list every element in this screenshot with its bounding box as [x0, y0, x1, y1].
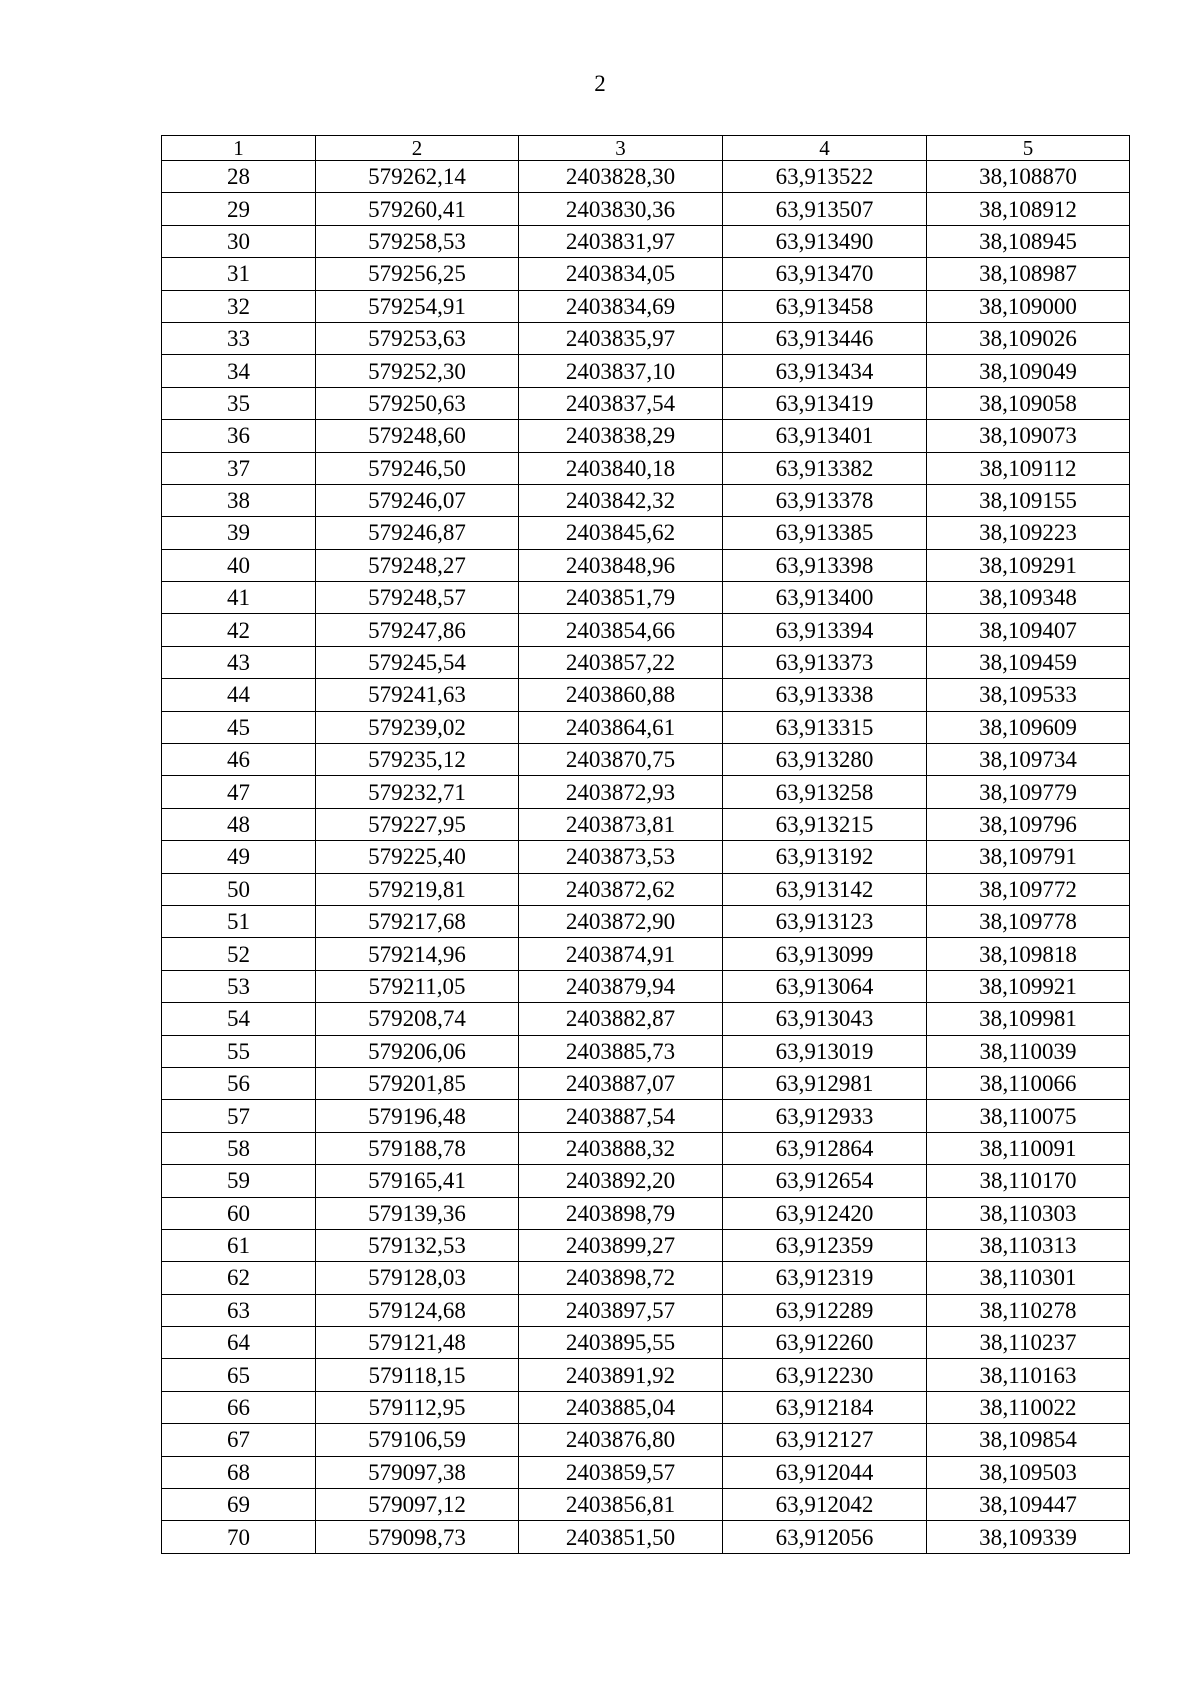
table-row	[162, 679, 1130, 711]
table-row	[162, 776, 1130, 808]
table-cell: 2403870,75	[519, 744, 723, 776]
table-cell: 56	[162, 1067, 316, 1099]
table-cell: 2403892,20	[519, 1165, 723, 1197]
table-row	[162, 1489, 1130, 1521]
table-cell: 2403857,22	[519, 646, 723, 678]
table-cell: 2403864,61	[519, 711, 723, 743]
table-cell: 64	[162, 1327, 316, 1359]
table-row	[162, 1294, 1130, 1326]
table-cell: 46	[162, 744, 316, 776]
table-cell: 38,109818	[927, 938, 1130, 970]
table-cell: 58	[162, 1132, 316, 1164]
table-cell: 63,912042	[723, 1489, 927, 1521]
table-cell: 43	[162, 646, 316, 678]
table-cell: 38,110301	[927, 1262, 1130, 1294]
table-header	[162, 136, 1130, 161]
table-cell: 51	[162, 905, 316, 937]
table-row	[162, 258, 1130, 290]
table-cell: 2403872,62	[519, 873, 723, 905]
table-cell: 63,912654	[723, 1165, 927, 1197]
table-cell: 55	[162, 1035, 316, 1067]
table-cell: 63,913123	[723, 905, 927, 937]
table-cell: 63,913378	[723, 484, 927, 516]
table-cell: 38,109609	[927, 711, 1130, 743]
table-cell: 54	[162, 1003, 316, 1035]
table-cell: 2403874,91	[519, 938, 723, 970]
table-cell: 38,109155	[927, 484, 1130, 516]
table-row	[162, 387, 1130, 419]
table-cell: 63,913385	[723, 517, 927, 549]
table-cell: 63,912289	[723, 1294, 927, 1326]
table-cell: 53	[162, 970, 316, 1002]
table-cell: 2403873,53	[519, 841, 723, 873]
table-row	[162, 1327, 1130, 1359]
table-cell: 579258,53	[316, 225, 519, 257]
table-row	[162, 938, 1130, 970]
table-cell: 63	[162, 1294, 316, 1326]
table-cell: 63,913280	[723, 744, 927, 776]
table-cell: 63,912933	[723, 1100, 927, 1132]
table-cell: 579248,57	[316, 582, 519, 614]
table-cell: 2403872,93	[519, 776, 723, 808]
table-cell: 38,109339	[927, 1521, 1130, 1553]
table-cell: 2403873,81	[519, 808, 723, 840]
table-cell: 34	[162, 355, 316, 387]
table-cell: 63,913315	[723, 711, 927, 743]
table-cell: 2403887,54	[519, 1100, 723, 1132]
column-header: 1	[162, 136, 316, 161]
table-cell: 579112,95	[316, 1391, 519, 1423]
table-cell: 38,109772	[927, 873, 1130, 905]
table-cell: 38,109058	[927, 387, 1130, 419]
table-cell: 63,913394	[723, 614, 927, 646]
table-cell: 63,913401	[723, 420, 927, 452]
table-cell: 579118,15	[316, 1359, 519, 1391]
table-row	[162, 1456, 1130, 1488]
table-cell: 579225,40	[316, 841, 519, 873]
table-cell: 579132,53	[316, 1229, 519, 1261]
table-cell: 2403851,79	[519, 582, 723, 614]
table-row	[162, 1229, 1130, 1261]
table-row	[162, 225, 1130, 257]
table-row	[162, 1197, 1130, 1229]
table-cell: 579106,59	[316, 1424, 519, 1456]
coordinates-table	[161, 135, 1130, 1554]
table-cell: 2403851,50	[519, 1521, 723, 1553]
table-cell: 579246,87	[316, 517, 519, 549]
table-cell: 579247,86	[316, 614, 519, 646]
table-cell: 38,110237	[927, 1327, 1130, 1359]
table-cell: 63,913064	[723, 970, 927, 1002]
table-row	[162, 808, 1130, 840]
table-cell: 63,913019	[723, 1035, 927, 1067]
table-row	[162, 970, 1130, 1002]
table-cell: 63,912184	[723, 1391, 927, 1423]
table-cell: 2403895,55	[519, 1327, 723, 1359]
table-cell: 38,108870	[927, 161, 1130, 193]
table-row	[162, 1165, 1130, 1197]
table-cell: 38	[162, 484, 316, 516]
table-row	[162, 517, 1130, 549]
table-cell: 61	[162, 1229, 316, 1261]
table-cell: 59	[162, 1165, 316, 1197]
table-cell: 38,110075	[927, 1100, 1130, 1132]
table-cell: 38,110303	[927, 1197, 1130, 1229]
table-cell: 63,913373	[723, 646, 927, 678]
table-cell: 38,110066	[927, 1067, 1130, 1099]
table-cell: 2403891,92	[519, 1359, 723, 1391]
table-cell: 579196,48	[316, 1100, 519, 1132]
table-cell: 579217,68	[316, 905, 519, 937]
table-cell: 38,109503	[927, 1456, 1130, 1488]
table-cell: 38,109533	[927, 679, 1130, 711]
table-cell: 63,913446	[723, 322, 927, 354]
table-row	[162, 290, 1130, 322]
table-cell: 63,913507	[723, 193, 927, 225]
table-cell: 2403854,66	[519, 614, 723, 646]
table-cell: 579248,60	[316, 420, 519, 452]
table-cell: 65	[162, 1359, 316, 1391]
table-cell: 38,110313	[927, 1229, 1130, 1261]
table-cell: 579211,05	[316, 970, 519, 1002]
table-cell: 38,109073	[927, 420, 1130, 452]
table-cell: 579208,74	[316, 1003, 519, 1035]
table-cell: 32	[162, 290, 316, 322]
table-cell: 38,109407	[927, 614, 1130, 646]
table-cell: 45	[162, 711, 316, 743]
table-cell: 579227,95	[316, 808, 519, 840]
table-cell: 579219,81	[316, 873, 519, 905]
table-cell: 2403840,18	[519, 452, 723, 484]
table-row	[162, 1100, 1130, 1132]
table-cell: 67	[162, 1424, 316, 1456]
header-row	[162, 136, 1130, 161]
table-row	[162, 322, 1130, 354]
table-row	[162, 1262, 1130, 1294]
table-cell: 579206,06	[316, 1035, 519, 1067]
table-cell: 2403885,04	[519, 1391, 723, 1423]
table-cell: 52	[162, 938, 316, 970]
table-cell: 2403830,36	[519, 193, 723, 225]
table-cell: 38,108912	[927, 193, 1130, 225]
table-cell: 2403897,57	[519, 1294, 723, 1326]
table-cell: 579239,02	[316, 711, 519, 743]
table-row	[162, 711, 1130, 743]
table-cell: 2403860,88	[519, 679, 723, 711]
table-cell: 579097,38	[316, 1456, 519, 1488]
column-header: 5	[927, 136, 1130, 161]
table-cell: 38,109921	[927, 970, 1130, 1002]
table-cell: 579260,41	[316, 193, 519, 225]
table-cell: 38,108945	[927, 225, 1130, 257]
table-cell: 35	[162, 387, 316, 419]
table-cell: 63,912420	[723, 1197, 927, 1229]
table-cell: 2403837,54	[519, 387, 723, 419]
table-cell: 2403888,32	[519, 1132, 723, 1164]
page-number: 2	[594, 71, 606, 96]
table-row	[162, 1359, 1130, 1391]
table-cell: 63,913400	[723, 582, 927, 614]
table-row	[162, 1391, 1130, 1423]
table-cell: 579262,14	[316, 161, 519, 193]
table-cell: 579235,12	[316, 744, 519, 776]
table-cell: 38,109791	[927, 841, 1130, 873]
table-cell: 38,109447	[927, 1489, 1130, 1521]
table-cell: 69	[162, 1489, 316, 1521]
table-cell: 579253,63	[316, 322, 519, 354]
table-row	[162, 193, 1130, 225]
table-row	[162, 484, 1130, 516]
table-cell: 579254,91	[316, 290, 519, 322]
table-cell: 50	[162, 873, 316, 905]
table-cell: 38,109000	[927, 290, 1130, 322]
column-header: 4	[723, 136, 927, 161]
table-cell: 63,913043	[723, 1003, 927, 1035]
table-cell: 2403828,30	[519, 161, 723, 193]
table-cell: 2403876,80	[519, 1424, 723, 1456]
table-cell: 579124,68	[316, 1294, 519, 1326]
table-row	[162, 420, 1130, 452]
table-cell: 2403835,97	[519, 322, 723, 354]
table-cell: 579139,36	[316, 1197, 519, 1229]
table-cell: 63,912359	[723, 1229, 927, 1261]
table-cell: 38,109291	[927, 549, 1130, 581]
table-cell: 70	[162, 1521, 316, 1553]
table-cell: 63,912230	[723, 1359, 927, 1391]
table-cell: 38,109734	[927, 744, 1130, 776]
table-cell: 38,110278	[927, 1294, 1130, 1326]
table-row	[162, 582, 1130, 614]
table-cell: 47	[162, 776, 316, 808]
table-cell: 579245,54	[316, 646, 519, 678]
table-cell: 2403834,05	[519, 258, 723, 290]
table-cell: 49	[162, 841, 316, 873]
table-cell: 2403856,81	[519, 1489, 723, 1521]
table-cell: 38,109459	[927, 646, 1130, 678]
table-cell: 39	[162, 517, 316, 549]
table-cell: 63,912044	[723, 1456, 927, 1488]
table-cell: 38,109854	[927, 1424, 1130, 1456]
table-cell: 63,913382	[723, 452, 927, 484]
table-cell: 579248,27	[316, 549, 519, 581]
table-cell: 2403872,90	[519, 905, 723, 937]
table-cell: 38,108987	[927, 258, 1130, 290]
table-cell: 57	[162, 1100, 316, 1132]
table-cell: 63,912981	[723, 1067, 927, 1099]
table-cell: 579128,03	[316, 1262, 519, 1294]
table-cell: 36	[162, 420, 316, 452]
table-row	[162, 355, 1130, 387]
table-cell: 29	[162, 193, 316, 225]
table-cell: 63,912864	[723, 1132, 927, 1164]
table-cell: 2403859,57	[519, 1456, 723, 1488]
table-row	[162, 744, 1130, 776]
table-cell: 37	[162, 452, 316, 484]
table-cell: 33	[162, 322, 316, 354]
table-cell: 63,913258	[723, 776, 927, 808]
table-row	[162, 1424, 1130, 1456]
table-cell: 48	[162, 808, 316, 840]
table-cell: 579201,85	[316, 1067, 519, 1099]
table-cell: 2403887,07	[519, 1067, 723, 1099]
table-cell: 2403845,62	[519, 517, 723, 549]
table-cell: 38,110091	[927, 1132, 1130, 1164]
table-cell: 63,912056	[723, 1521, 927, 1553]
table-cell: 38,110170	[927, 1165, 1130, 1197]
table-cell: 63,913398	[723, 549, 927, 581]
table-cell: 63,913215	[723, 808, 927, 840]
table-row	[162, 614, 1130, 646]
table-cell: 579241,63	[316, 679, 519, 711]
table-row	[162, 549, 1130, 581]
table-cell: 38,109049	[927, 355, 1130, 387]
table-row	[162, 873, 1130, 905]
table-cell: 2403885,73	[519, 1035, 723, 1067]
table-cell: 2403837,10	[519, 355, 723, 387]
table-cell: 2403898,79	[519, 1197, 723, 1229]
table-row	[162, 646, 1130, 678]
table-cell: 63,913192	[723, 841, 927, 873]
table-cell: 38,109779	[927, 776, 1130, 808]
table-cell: 579165,41	[316, 1165, 519, 1197]
table-cell: 63,913490	[723, 225, 927, 257]
table-cell: 2403842,32	[519, 484, 723, 516]
table-row	[162, 1067, 1130, 1099]
table-cell: 38,109981	[927, 1003, 1130, 1035]
table-cell: 63,913470	[723, 258, 927, 290]
table-cell: 579188,78	[316, 1132, 519, 1164]
table-row	[162, 841, 1130, 873]
table-cell: 38,109796	[927, 808, 1130, 840]
table-cell: 63,913419	[723, 387, 927, 419]
column-header: 3	[519, 136, 723, 161]
table-cell: 63,913142	[723, 873, 927, 905]
table-cell: 63,913522	[723, 161, 927, 193]
table-cell: 60	[162, 1197, 316, 1229]
table-cell: 44	[162, 679, 316, 711]
table-cell: 63,912260	[723, 1327, 927, 1359]
table-cell: 38,110039	[927, 1035, 1130, 1067]
table-cell: 2403882,87	[519, 1003, 723, 1035]
table-cell: 38,110022	[927, 1391, 1130, 1423]
table-row	[162, 1521, 1130, 1553]
table-cell: 38,109026	[927, 322, 1130, 354]
table-row	[162, 452, 1130, 484]
table-cell: 38,109348	[927, 582, 1130, 614]
table-cell: 63,912127	[723, 1424, 927, 1456]
table-cell: 63,913434	[723, 355, 927, 387]
table-cell: 579097,12	[316, 1489, 519, 1521]
table-row	[162, 1132, 1130, 1164]
table-cell: 31	[162, 258, 316, 290]
table-cell: 2403831,97	[519, 225, 723, 257]
table-row	[162, 161, 1130, 193]
table-row	[162, 905, 1130, 937]
table-cell: 579121,48	[316, 1327, 519, 1359]
table-cell: 40	[162, 549, 316, 581]
table-cell: 63,912319	[723, 1262, 927, 1294]
table-cell: 42	[162, 614, 316, 646]
table-cell: 62	[162, 1262, 316, 1294]
table-cell: 579252,30	[316, 355, 519, 387]
table-body	[162, 161, 1130, 1554]
table-cell: 63,913099	[723, 938, 927, 970]
table-cell: 579246,07	[316, 484, 519, 516]
table-cell: 38,109223	[927, 517, 1130, 549]
table-cell: 2403899,27	[519, 1229, 723, 1261]
table-cell: 579214,96	[316, 938, 519, 970]
table-cell: 38,109778	[927, 905, 1130, 937]
table-cell: 63,913458	[723, 290, 927, 322]
table-cell: 66	[162, 1391, 316, 1423]
table-row	[162, 1003, 1130, 1035]
table-cell: 2403898,72	[519, 1262, 723, 1294]
table-cell: 2403838,29	[519, 420, 723, 452]
table-cell: 579256,25	[316, 258, 519, 290]
column-header: 2	[316, 136, 519, 161]
table-cell: 38,109112	[927, 452, 1130, 484]
table-cell: 2403834,69	[519, 290, 723, 322]
table-cell: 28	[162, 161, 316, 193]
table-cell: 38,110163	[927, 1359, 1130, 1391]
table-row	[162, 1035, 1130, 1067]
table-cell: 579232,71	[316, 776, 519, 808]
table-cell: 579246,50	[316, 452, 519, 484]
table-cell: 2403848,96	[519, 549, 723, 581]
table-cell: 63,913338	[723, 679, 927, 711]
table-cell: 579098,73	[316, 1521, 519, 1553]
table-cell: 579250,63	[316, 387, 519, 419]
table-cell: 30	[162, 225, 316, 257]
table-cell: 68	[162, 1456, 316, 1488]
table-cell: 41	[162, 582, 316, 614]
table-cell: 2403879,94	[519, 970, 723, 1002]
